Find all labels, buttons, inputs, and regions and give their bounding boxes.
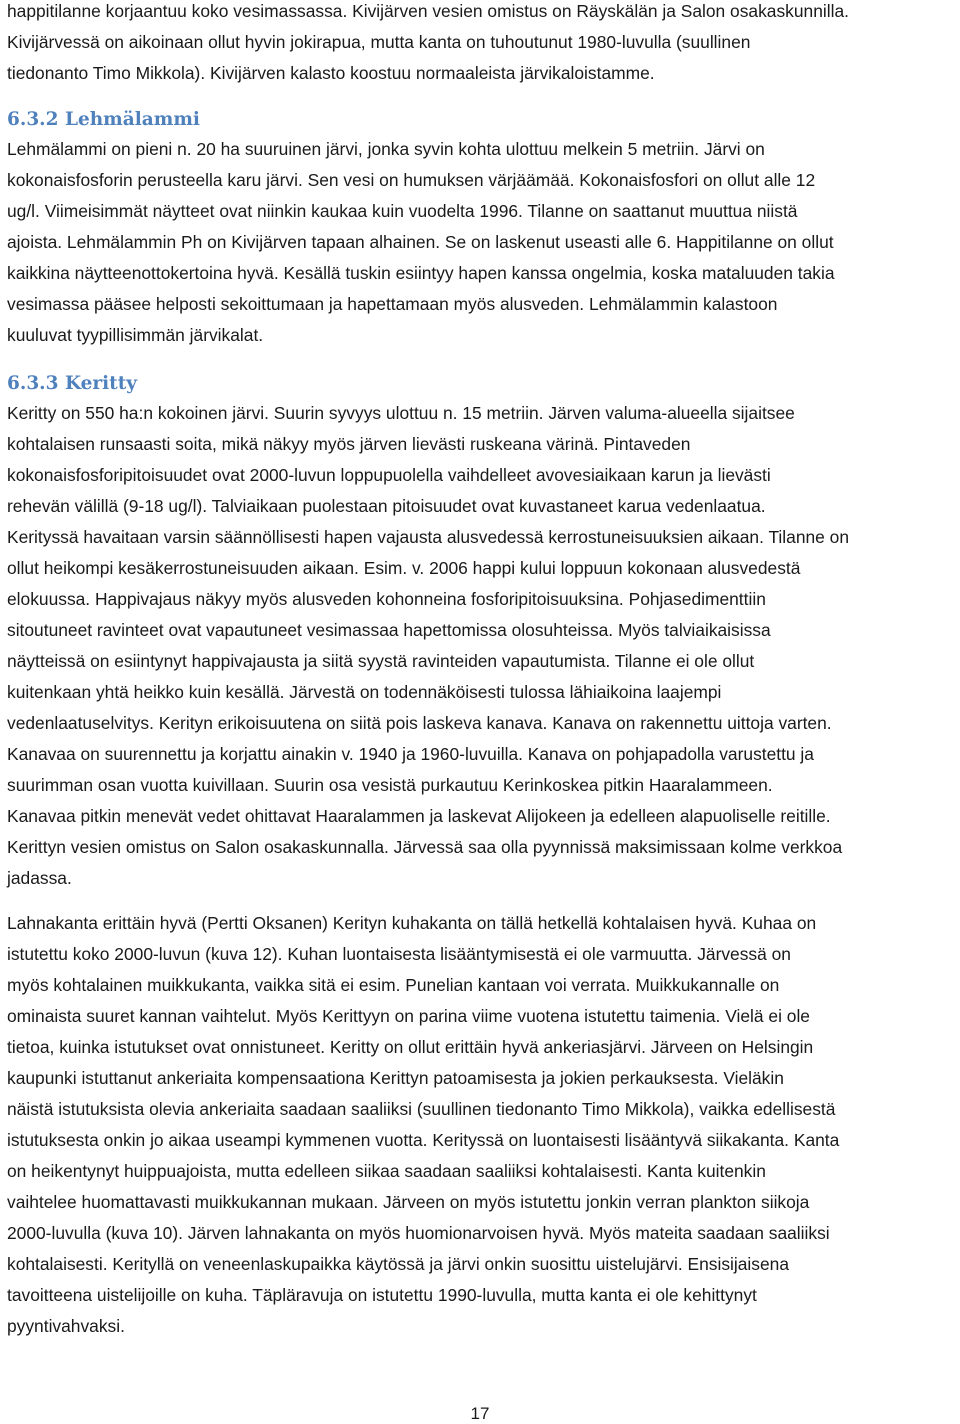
text-line: Kivijärvessä on aikoinaan ollut hyvin jokirapua, mutta kanta on tuhoutunut 1980-luvulla (suullinen <box>7 32 751 52</box>
text-line: Keritty on 550 ha:n kokoinen järvi. Suurin syvyys ulottuu n. 15 metriin. Järven valuma-alueella sijaitsee <box>7 403 795 423</box>
text-line: vesimassa pääsee helposti sekoittumaan ja hapettamaan myös alusveden. Lehmälammin kalastoon <box>7 294 778 314</box>
text-line: rehevän välillä (9-18 ug/l). Talviaikaan puolestaan pitoisuudet ovat kuvastaneet karua vedenlaatua. <box>7 496 766 516</box>
text-line: jadassa. <box>7 868 72 888</box>
text-line: elokuussa. Happivajaus näkyy myös alusveden kohonneina fosforipitoisuuksina. Pohjasedimenttiin <box>7 589 766 609</box>
section-heading-keritty: 6.3.3 Keritty <box>7 373 137 394</box>
text-line: näistä istutuksista olevia ankeriaita saadaan saaliiksi (suullinen tiedonanto Timo Mikkola), vaikka edellisestä <box>7 1099 836 1119</box>
text-line: tiedonanto Timo Mikkola). Kivijärven kalasto koostuu normaaleista järvikaloistamme. <box>7 63 655 83</box>
text-line: Kerittyn vesien omistus on Salon osakaskunnalla. Järvessä saa olla pyynnissä maksimissaan kolme verkkoa <box>7 837 843 857</box>
text-line: on heikentynyt huippuajoista, mutta edelleen siikaa saadaan saaliiksi kohtalaisesti. Kanta kuitenkin <box>7 1161 766 1181</box>
text-line: ollut heikompi kesäkerrostuneisuuden aikaan. Esim. v. 2006 happi kului loppuun kokonaan alusvedestä <box>7 558 801 578</box>
text-line: Lahnakanta erittäin hyvä (Pertti Oksanen) Kerityn kuhakanta on tällä hetkellä kohtalaisen hyvä. Kuhaa on <box>7 913 817 933</box>
text-line: Kanavaa pitkin menevät vedet ohittavat Haaralammen ja laskevat Alijokeen ja edelleen alapuoliselle reitille. <box>7 806 831 826</box>
text-line: ominaista suuret kannan vaihtelut. Myös Kerittyyn on parina viime vuotena istutettu taimenia. Vielä ei ole <box>7 1006 810 1026</box>
text-line: näytteissä on esiintynyt happivajausta ja siitä syystä ravinteiden vapautumista. Tilanne ei ole ollut <box>7 651 755 671</box>
text-line: istutuksesta onkin jo aikaa useampi kymmenen vuotta. Kerityssä on luontaisesti lisääntyvä siikakanta. Kanta <box>7 1130 840 1150</box>
keritty-paragraph <box>7 398 849 894</box>
text-line: tavoitteena uistelijoille on kuha. Täpläravuja on istutettu 1990-luvulla, mutta kanta ei ole kehittynyt <box>7 1285 757 1305</box>
text-line: sitoutuneet ravinteet ovat vapautuneet vesimassaa hapettomissa olosuhteissa. Myös talviaikaisissa <box>7 620 771 640</box>
text-line: kokonaisfosforipitoisuudet ovat 2000-luvun loppupuolella vaihdelleet avovesiaikaan karun ja lievästi <box>7 465 771 485</box>
text-line: kaupunki istuttanut ankeriaita kompensaationa Kerittyn patoamisesta ja jokien perkauksesta. Vieläkin <box>7 1068 784 1088</box>
text-line: kuuluvat tyypillisimmän järvikalat. <box>7 325 264 345</box>
text-line: kuitenkaan yhtä heikko kuin kesällä. Järvestä on todennäköisesti tulossa lähiaikoina laajempi <box>7 682 722 702</box>
text-line: kohtalaisesti. Kerityllä on veneenlaskupaikka käytössä ja järvi onkin suosittu uistelujärvi. Ensisijaisena <box>7 1254 790 1274</box>
text-line: vedenlaatuselvitys. Kerityn erikoisuutena on siitä pois laskeva kanava. Kanava on rakennettu uittoja varten. <box>7 713 832 733</box>
text-line: 2000-luvulla (kuva 10). Järven lahnakanta on myös huomionarvoisen hyvä. Myös mateita saadaan saaliiksi <box>7 1223 830 1243</box>
text-line: istutettu koko 2000-luvun (kuva 12). Kuhan luontaisesta lisääntymisestä ei ole varmuutta. Järvessä on <box>7 944 791 964</box>
text-line: happitilanne korjaantuu koko vesimassassa. Kivijärven vesien omistus on Räyskälän ja Salon osakaskunnilla. <box>7 1 849 21</box>
text-line: Kerityssä havaitaan varsin säännöllisesti hapen vajausta alusvedessä kerrostuneisuuksien aikaan. Tilanne on <box>7 527 850 547</box>
text-line: ug/l. Viimeisimmät näytteet ovat niinkin kaukaa kuin vuodelta 1996. Tilanne on saattanut muuttua niistä <box>7 201 798 221</box>
text-line: ajoista. Lehmälammin Ph on Kivijärven tapaan alhainen. Se on laskenut useasti alle 6. Happitilanne on ollut <box>7 232 834 252</box>
keritty-fish-paragraph <box>7 908 839 1342</box>
intro-paragraph <box>7 0 849 89</box>
lehmalammi-paragraph <box>7 134 835 351</box>
text-line: vaihtelee huomattavasti muikkukannan mukaan. Järveen on myös istutettu jonkin verran plankton siikoja <box>7 1192 810 1212</box>
page-number: 17 <box>470 1404 490 1423</box>
text-line: kokonaisfosforin perusteella karu järvi. Sen vesi on humuksen värjäämää. Kokonaisfosfori on ollut alle 12 <box>7 170 816 190</box>
text-line: Lehmälammi on pieni n. 20 ha suuruinen järvi, jonka syvin kohta ulottuu melkein 5 metriin. Järvi on <box>7 139 765 159</box>
text-line: pyyntivahvaksi. <box>7 1316 125 1336</box>
text-line: suurimman osan vuotta kuivillaan. Suurin osa vesistä purkautuu Kerinkoskea pitkin Haaralammeen. <box>7 775 773 795</box>
text-line: tietoa, kuinka istutukset ovat onnistuneet. Keritty on ollut erittäin hyvä ankeriasjärvi. Järveen on Helsingin <box>7 1037 814 1057</box>
text-line: myös kohtalainen muikkukanta, vaikka sitä ei esim. Punelian kantaan voi verrata. Muikkukannalle on <box>7 975 780 995</box>
text-line: kohtalaisen runsaasti soita, mikä näkyy myös järven lievästi ruskeana värinä. Pintaveden <box>7 434 691 454</box>
text-line: Kanavaa on suurennettu ja korjattu ainakin v. 1940 ja 1960-luvuilla. Kanava on pohjapadolla varustettu ja <box>7 744 814 764</box>
section-heading-lehmalammi: 6.3.2 Lehmälammi <box>7 109 200 130</box>
text-line: kaikkina näytteenottokertoina hyvä. Kesällä tuskin esiintyy hapen kanssa ongelmia, koska mataluuden takia <box>7 263 835 283</box>
